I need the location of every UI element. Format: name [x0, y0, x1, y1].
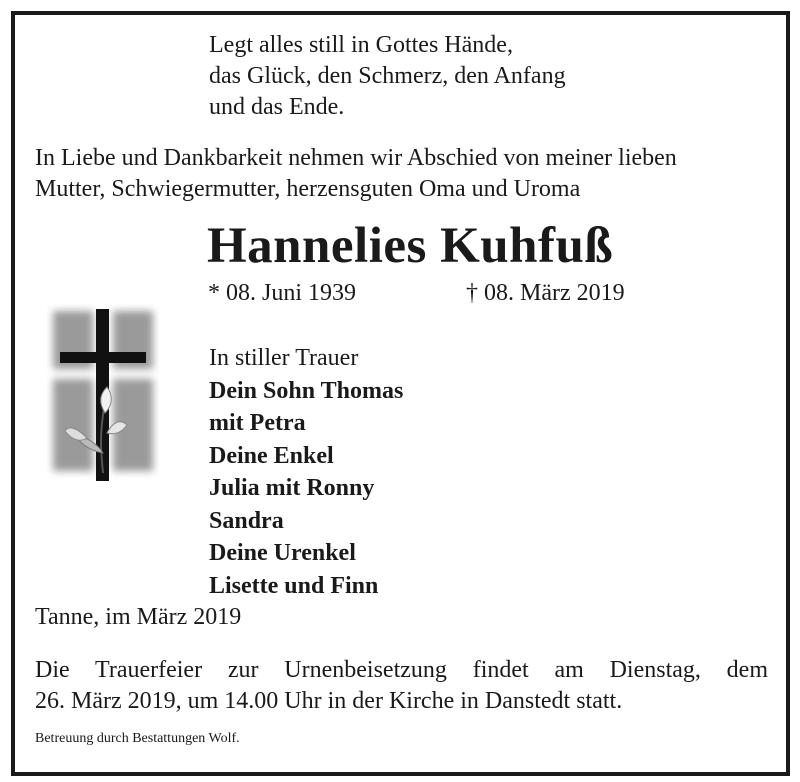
intro-text: [35, 143, 677, 205]
funeral-notice: [35, 655, 768, 717]
funeral-line: 26. März 2019, um 14.00 Uhr in der Kirche in Danstedt statt.: [35, 688, 623, 714]
mourner-line: Sandra: [209, 507, 284, 534]
mourner-line: Deine Enkel: [209, 442, 334, 469]
death-date: † 08. März 2019: [466, 280, 625, 306]
birth-date: * 08. Juni 1939: [208, 280, 357, 306]
verse-line: Legt alles still in Gottes Hände,: [209, 32, 513, 58]
funeral-line: Die Trauerfeier zur Urnenbeisetzung findet am Dienstag, dem: [35, 657, 768, 683]
deceased-name: Hannelies Kuhfuß: [207, 218, 614, 274]
mourner-line: Julia mit Ronny: [209, 475, 375, 501]
intro-line: In Liebe und Dankbarkeit nehmen wir Abschied von meiner lieben: [35, 145, 677, 171]
mourner-line: Dein Sohn Thomas: [209, 377, 404, 404]
verse-line: das Glück, den Schmerz, den Anfang: [209, 63, 566, 89]
cross-with-lily-icon: [47, 303, 159, 481]
place-and-date: Tanne, im März 2019: [35, 604, 242, 630]
mourners-lead: In stiller Trauer: [209, 345, 359, 371]
mourner-line: Lisette und Finn: [209, 572, 379, 599]
mourners: [209, 342, 403, 602]
intro-line: Mutter, Schwiegermutter, herzensguten Oma und Uroma: [35, 176, 581, 202]
mourner-line: Deine Urenkel: [209, 540, 356, 566]
verse-line: und das Ende.: [209, 94, 345, 120]
mourner-line: mit Petra: [209, 410, 306, 436]
verse: [209, 30, 566, 123]
undertaker-credit: Betreuung durch Bestattungen Wolf.: [35, 731, 240, 746]
